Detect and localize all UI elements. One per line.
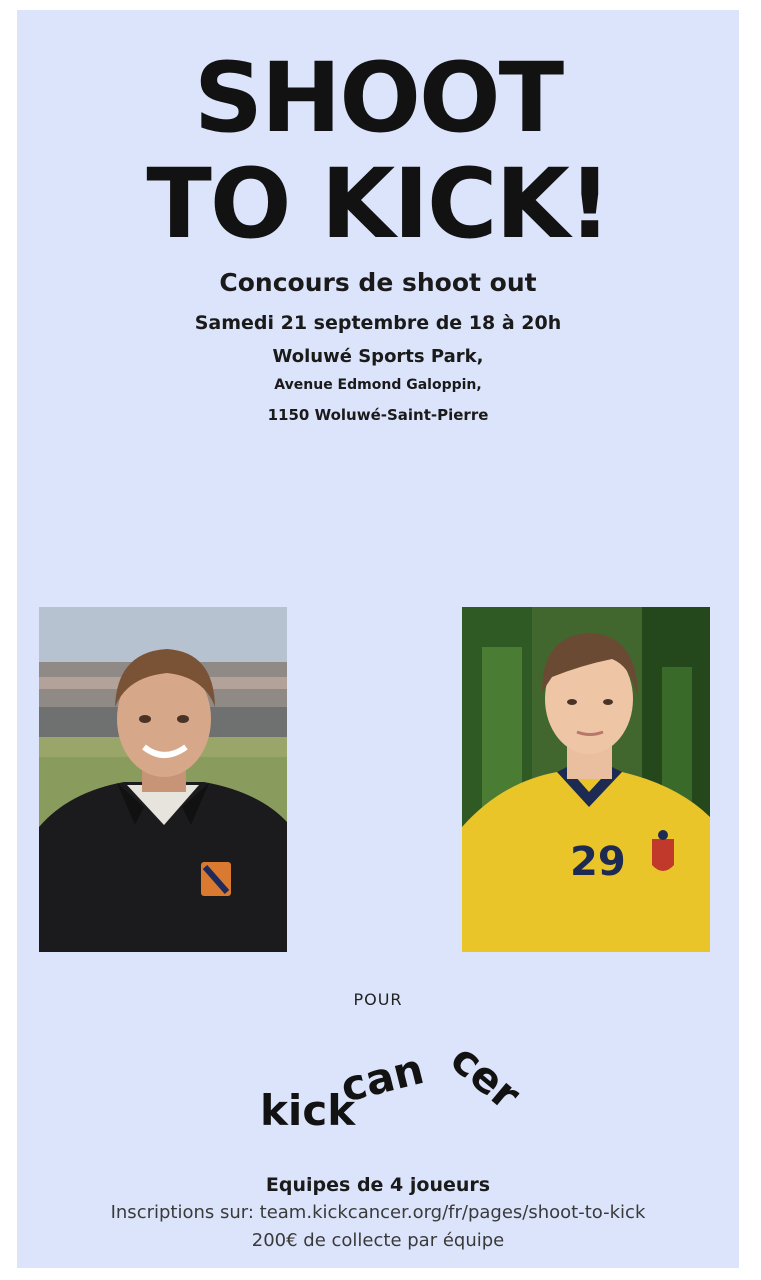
logo-can: can bbox=[335, 1044, 429, 1112]
event-street: Avenue Edmond Galoppin, bbox=[274, 377, 482, 393]
event-venue: Woluwé Sports Park, bbox=[272, 346, 484, 367]
pour-label: POUR bbox=[353, 990, 403, 1009]
jersey-number: 29 bbox=[570, 839, 626, 885]
kickcancer-logo bbox=[252, 1025, 530, 1135]
teams-text: Equipes de 4 joueurs bbox=[265, 1174, 491, 1196]
event-poster bbox=[17, 10, 739, 1268]
logo-kick: kick bbox=[260, 1086, 356, 1135]
poster-title-line1: SHOOT bbox=[193, 42, 563, 154]
player-photo-woman bbox=[462, 607, 710, 952]
poster-title-line2: TO KICK! bbox=[146, 148, 610, 260]
player-photo-man bbox=[39, 607, 287, 952]
fundraising-text: 200€ de collecte par équipe bbox=[251, 1230, 505, 1251]
event-city: 1150 Woluwé-Saint-Pierre bbox=[267, 406, 489, 424]
event-subtitle: Concours de shoot out bbox=[219, 268, 537, 297]
event-date: Samedi 21 septembre de 18 à 20h bbox=[194, 312, 562, 334]
registration-link[interactable]: Inscriptions sur: team.kickcancer.org/fr/pages/shoot-to-kick bbox=[110, 1202, 646, 1223]
logo-cer: cer bbox=[441, 1034, 530, 1120]
